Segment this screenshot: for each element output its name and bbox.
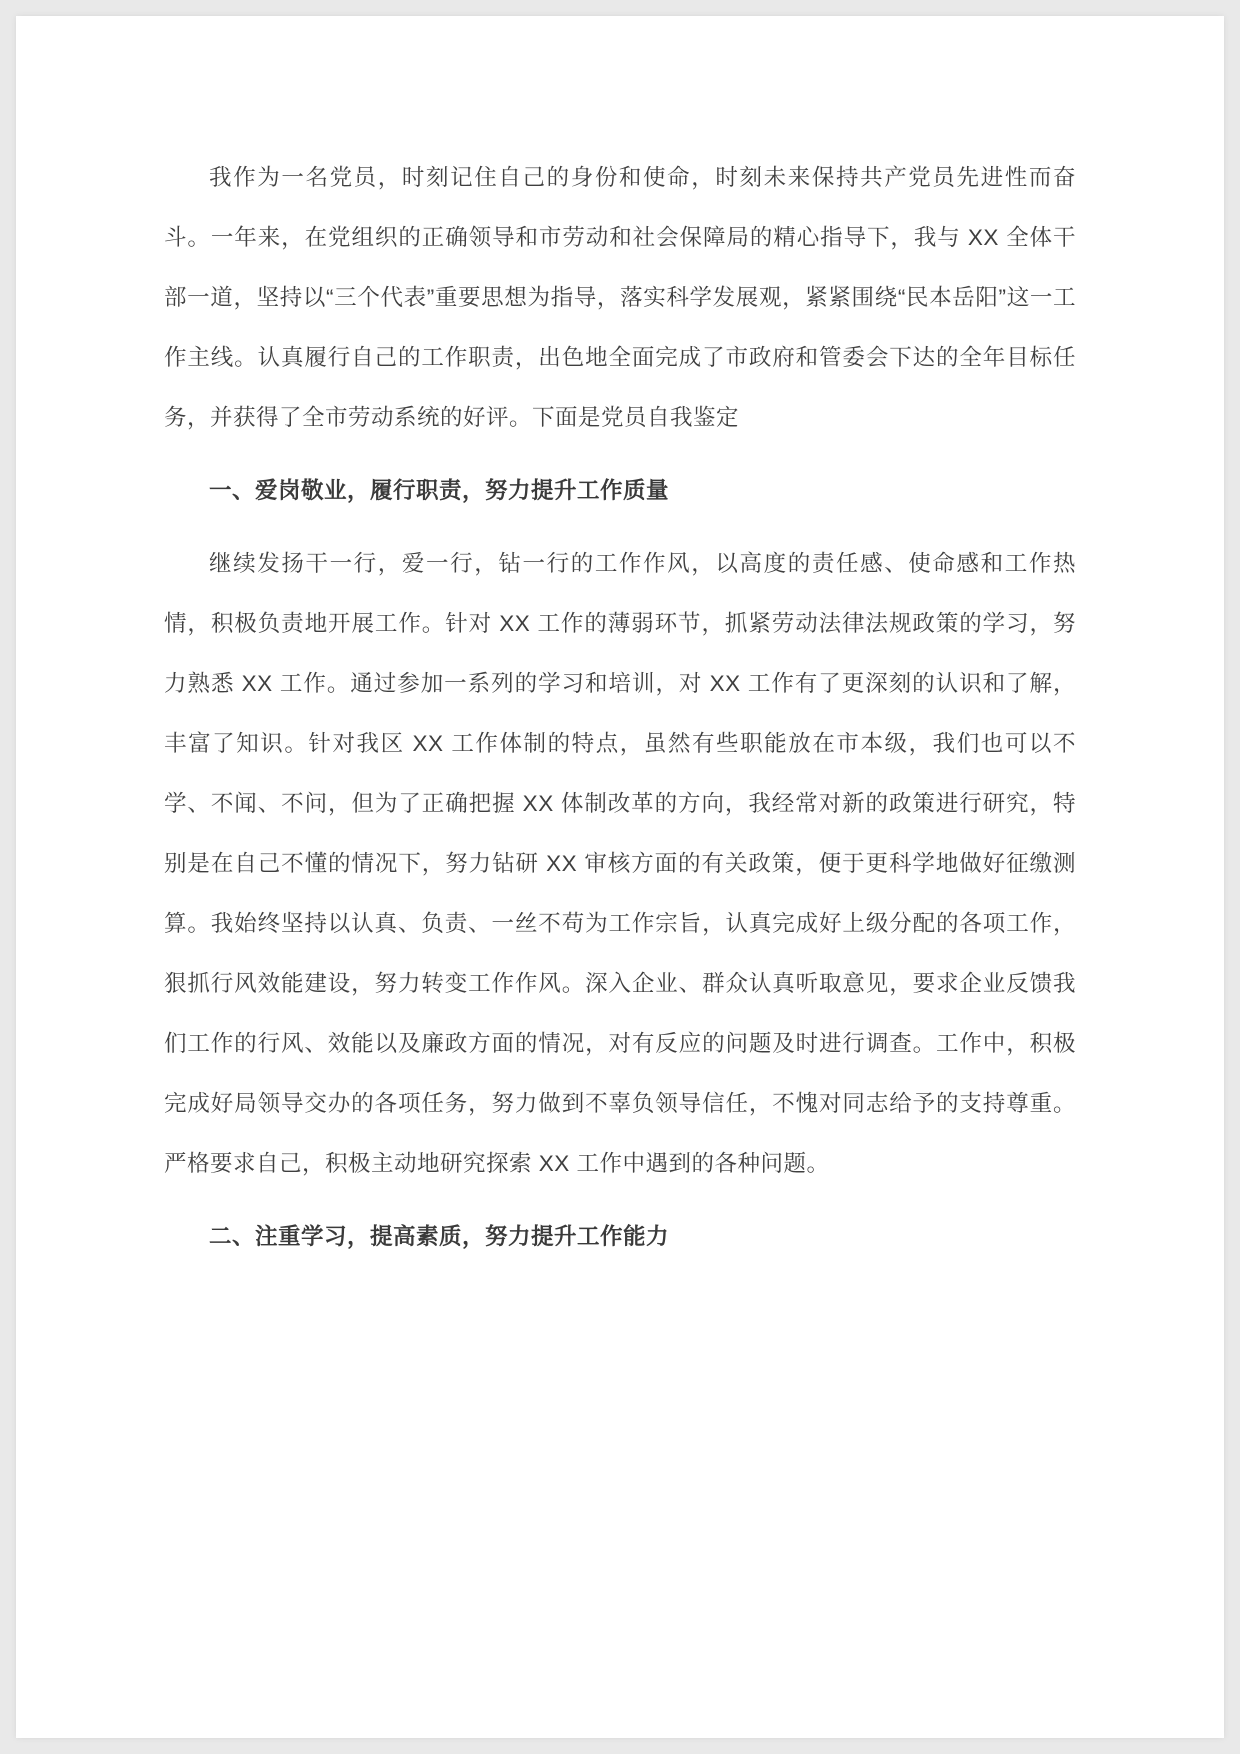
section-heading-1: 一、爱岗敬业，履行职责，努力提升工作质量 bbox=[209, 478, 670, 503]
document-page bbox=[16, 16, 1224, 1738]
paragraph-intro: 我作为一名党员，时刻记住自己的身份和使命，时刻未来保持共产党员先进性而奋斗。一年来，在党组织的正确领导和市劳动和社会保障局的精心指导下，我与 XX 全体干部一道，坚持以“三个代表”重要思想为指导，落实科学发展观，紧紧围绕“民本岳阳”这一工作主线。认真履行自己的工作职责，出色地全面完成了市政府和管委会下达的全年目标任务，并获得了全市劳动系统的好评。下面是党员自我鉴定 bbox=[164, 165, 1076, 430]
paragraph-section-1-body: 继续发扬干一行，爱一行，钻一行的工作作风，以高度的责任感、使命感和工作热情，积极负责地开展工作。针对 XX 工作的薄弱环节，抓紧劳动法律法规政策的学习，努力熟悉 XX 工作。通过参加一系列的学习和培训，对 XX 工作有了更深刻的认识和了解，丰富了知识。针对我区 XX 工作体制的特点，虽然有些职能放在市本级，我们也可以不学、不闻、不问，但为了正确把握 XX 体制改革的方向，我经常对新的政策进行研究，特别是在自己不懂的情况下，努力钻研 XX 审核方面的有关政策，便于更科学地做好征缴测算。我始终坚持以认真、负责、一丝不苟为工作宗旨，认真完成好上级分配的各项工作，狠抓行风效能建设，努力转变工作作风。深入企业、群众认真听取意见，要求企业反馈我们工作的行风、效能以及廉政方面的情况，对有反应的问题及时进行调查。工作中，积极完成好局领导交办的各项任务，努力做到不辜负领导信任，不愧对同志给予的支持尊重。严格要求自己，积极主动地研究探索 XX 工作中遇到的各种问题。 bbox=[164, 551, 1076, 1176]
section-heading-2: 二、注重学习，提高素质，努力提升工作能力 bbox=[209, 1224, 670, 1249]
